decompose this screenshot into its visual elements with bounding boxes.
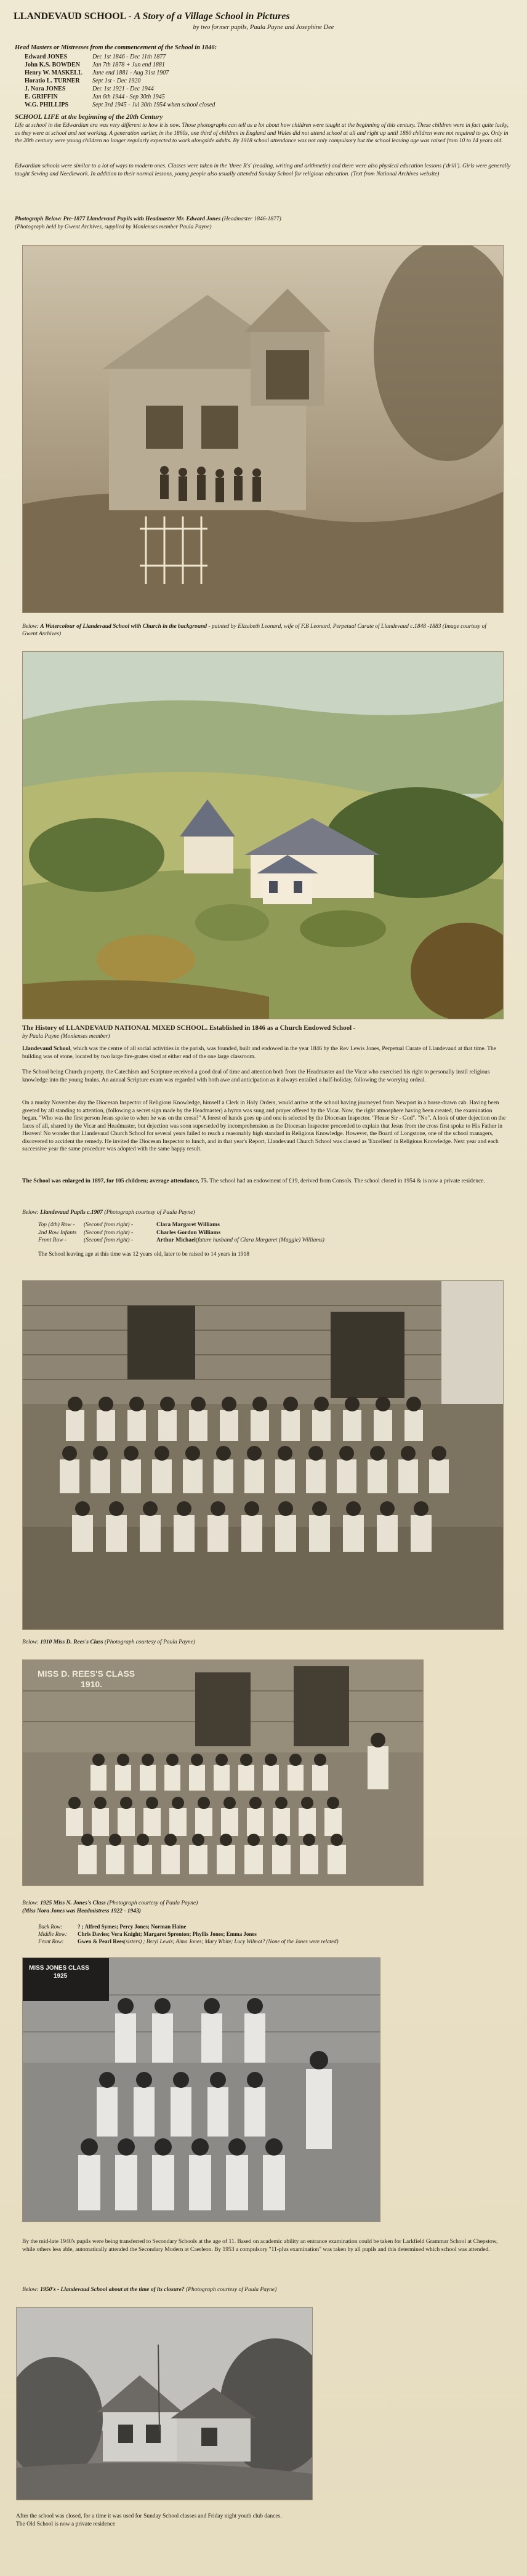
history-p4-text: The school had an endowment of £19, derived from Consols. The school closed in 1954 & is now a private residence.: [208, 1178, 485, 1184]
row-note: (future husband of Clara Margaret (Maggie) Williams): [195, 1237, 324, 1243]
headmaster-dates: Sept 1st - Dec 1920: [92, 78, 141, 84]
history-p4-bold: The School was enlarged in 1897, for 105 children; average attendance, 75.: [22, 1178, 209, 1184]
photo-class-1925: [22, 1957, 380, 2222]
board-year: 1925: [54, 1973, 68, 1980]
photo6-caption-bold: 1950's - Llandevaud School about at the time of its closure?: [40, 2287, 185, 2293]
photo4-caption: [22, 1639, 509, 1646]
headmaster-dates: Jan 6th 1944 - Sep 30th 1945: [92, 94, 165, 100]
photo5-caption-lead: Below:: [22, 1900, 41, 1906]
photo3-caption-tail: (Photograph courtesy of Paula Payne): [102, 1210, 195, 1216]
list-item: [38, 1229, 506, 1237]
list-item: [38, 1221, 506, 1229]
photo-class-1910: [22, 1659, 424, 1886]
photo-school-1950s: [16, 2307, 313, 2500]
row-name: Charles Gordon Williams: [156, 1229, 221, 1236]
history-paragraph-4: [22, 1178, 509, 1186]
history-byline: by Paula Payne (Monlenses member): [22, 1033, 110, 1040]
row-names: ? ; Alfred Symes; Percy Jones; Norman Haine: [78, 1924, 187, 1930]
board-year: 1910.: [81, 1679, 103, 1689]
headmaster-name: J. Nora JONES: [25, 86, 66, 92]
row-place: (Second from right) -: [84, 1229, 134, 1236]
photo1-caption: [15, 215, 513, 223]
school-life-paragraph-2: Edwardian schools were similar to a lot of ways to modern ones. Classes were taken in the 'three R's' (reading, writing and arithmetic) and there were also physical education lessons ('drill'). Girls were generally taught Sewing and Needlework. In addition to their normal lessons, young people also usually attended Sunday School for religious education. (Text from National Archives website): [15, 163, 511, 177]
headmaster-row: [25, 77, 215, 85]
history-paragraph-1: [22, 1045, 509, 1061]
headmaster-dates: Dec 1st 1921 - Dec 1944: [92, 86, 154, 92]
row-names: Chris Davies; Vera Knight; Margaret Sprenton; Phyllis Jones; Emma Jones: [78, 1931, 257, 1937]
row-position: Top (4th) Row -: [38, 1222, 75, 1228]
photo2-caption-lead: Below:: [22, 624, 41, 630]
headmaster-name: Henry W. MASKELL: [25, 70, 82, 76]
headmaster-name: W.G. PHILLIPS: [25, 102, 69, 108]
list-item: [38, 1938, 512, 1945]
watercolour-llandevaud-school: [22, 651, 504, 1019]
photo2-caption-bold: A Watercolour of Llandevaud School with Church in the background: [40, 624, 207, 630]
page-subtitle: by two former pupils, Paula Payne and Josephine Dee: [193, 24, 334, 31]
row-position: Front Row:: [38, 1938, 64, 1944]
list-item: [38, 1923, 512, 1930]
title-italic: A Story of a Village School in Pictures: [134, 11, 290, 22]
list-item: [38, 1237, 506, 1245]
row-position: Middle Row:: [38, 1931, 67, 1937]
photo-pupils-1907: [22, 1280, 504, 1630]
photo5-caption-bold: 1925 Miss N. Jones's Class: [40, 1900, 106, 1906]
headmaster-row: [25, 93, 215, 101]
headmaster-name: E. GRIFFIN: [25, 94, 58, 100]
photo3-caption-bold: Llandevaud Pupils c.1907: [40, 1210, 103, 1216]
history-paragraph-3: On a murky November day the Diocesan Inspector of Religious Knowledge, himself a Clerk in Holy Orders, would arrive at the school having journeyed from Newport in a horse-drawn cab. Having been greeted by all standing to attention, (following a secret sign made by the Headmaster) a hymn was sung and prayer offered by the Vicar. Now, the right atmosphere having been created, the examination began. "Who was the first person Jesus spoke to when he was on the cross?" A forest of hands goes up and one is selected by the Diocesan Inspector. "Please Sir - God". "No". A look of utter dejection on the faces of all, shared by the Vicar and Headmaster, but dejection was soon superseded by incomprehension as the Diocesan Inspector proceeded to explain that Jesus from the cross first spoke to His Father in Heaven! No wonder that Llandevaud Church School for several years failed to reach a reasonably high standard in Religious Knowledge. However, the Board of Longstone, one of the school managers, discovered to accident the remedy. He invited the Diocesan Inspector to lunch, and in that year's Report, Llandevaud Church School was classed as 'Excellent' in Religious Knowledge. Next year and each successive year the same procedure was adopted with the same happy result.: [22, 1100, 506, 1152]
photo5-pupil-list: [38, 1923, 512, 1945]
school-life-heading: SCHOOL LIFE at the beginning of the 20th Century: [15, 113, 163, 121]
page-title: [14, 11, 513, 22]
row-names: Gwen & Pearl Rees: [78, 1938, 124, 1944]
photo1-caption-line2: (Photograph held by Gwent Archives, supplied by Monlenses member Paula Payne): [15, 224, 212, 230]
row-position: Back Row:: [38, 1924, 63, 1930]
headmaster-dates: Sept 3rd 1945 - Jul 30th 1954 when school closed: [92, 102, 215, 108]
row-name: Arthur Michael: [156, 1237, 196, 1243]
photo3-leaving-age-note: The School leaving age at this time was 12 years old, later to be raised to 14 years in 1918: [38, 1251, 249, 1258]
board-text: MISS D. REES'S CLASS: [38, 1669, 135, 1679]
headmaster-name: Horatio L. TURNER: [25, 78, 80, 84]
photo5-caption: [22, 1900, 509, 1907]
row-position: 2nd Row Infants: [38, 1229, 77, 1236]
row-name: Clara Margaret Williams: [156, 1222, 220, 1228]
photo6-caption-lead: Below:: [22, 2287, 41, 2293]
headmaster-dates: June end 1881 - Aug 31st 1907: [92, 70, 169, 76]
school-life-paragraph-1: Life at school in the Edwardian era was very different to how it is now. Those photographs can tell us a lot about how children were taught at the beginning of this century. These children were in fact quite lucky, as they were at school and not working. A generation earlier, in the 1860s, one third of children in England and Wales did not attend school at all and right up until 1880 children were not required to go. Only in the 20th century were young children no longer regularly expected to work alongside adults. By 1918 school attendance was not only compulsory but the school leaving age was raised from 10 to 14 years old.: [15, 122, 509, 144]
class-board-1910: [38, 1669, 161, 1690]
headmasters-heading: Head Masters or Mistresses from the commencement of the School in 1846:: [15, 44, 217, 51]
photo2-caption-tail: - painted by Elizabeth Leonard, wife of F.B Leonard, Perpetual Curate of Llandevaud c.1848 -1883 (Image courtesy of Gwent Archives): [22, 624, 487, 637]
footer-line-2: The Old School is now a private residence: [16, 2521, 116, 2527]
board-text: MISS JONES CLASS: [29, 1965, 89, 1972]
footer-line-1: After the school was closed, for a time it was used for Sunday School classes and Friday night youth club dances.: [16, 2513, 282, 2519]
row-place: (Second from right) -: [84, 1222, 134, 1228]
photo4-caption-tail: (Photograph courtesy of Paula Payne): [103, 1639, 196, 1645]
photo1-caption-bold: Photograph Below: Pre-1877 Llandevaud Pupils with Headmaster Mr. Edward Jones: [15, 216, 221, 222]
headmaster-dates: Dec 1st 1846 - Dec 11th 1877: [92, 54, 166, 60]
history-paragraph-2: The School being Church property, the Catechism and Scripture received a good deal of time and attention both from the Headmaster and the Vicar who exercised his right to personally instil religious knowledge into the young brains. An annual Scripture exam was regarded with both awe and anticipation as it always entailed a half-holiday, following the worrying ordeal.: [22, 1069, 490, 1083]
photo3-caption: [22, 1209, 509, 1216]
photo5-caption-tail: (Photograph courtesy of Paula Payne): [105, 1900, 198, 1906]
photo5-caption-line2: (Miss Nora Jones was Headmistress 1922 - 1943): [22, 1908, 141, 1914]
photo4-caption-bold: 1910 Miss D. Rees's Class: [40, 1639, 103, 1645]
row-position: Front Row -: [38, 1237, 67, 1243]
headmaster-row: [25, 85, 215, 93]
headmaster-row: [25, 101, 215, 109]
headmaster-row: [25, 53, 215, 61]
photo1-caption-tail: (Headmaster 1846-1877): [220, 216, 281, 222]
title-main: LLANDEVAUD SCHOOL -: [14, 11, 134, 22]
photo6-caption-tail: (Photograph courtesy of Paula Payne): [184, 2287, 277, 2293]
row-note: (sisters) ; Beryl Lewis; Alma Jones; Mary White; Lucy Wilmot? (None of the Jones were related): [124, 1938, 339, 1944]
history-p1-bold: Llandevaud School: [22, 1046, 70, 1052]
list-item: [38, 1930, 512, 1938]
headmaster-name: Edward JONES: [25, 54, 68, 60]
photo2-caption: [22, 623, 502, 638]
photo6-caption: [22, 2286, 509, 2293]
headmaster-row: [25, 61, 215, 69]
history-p1-text: , which was the centre of all social activities in the parish, was founded, built and endowed in the year 1846 by the Rev Lewis Jones, Perpetual Curate of Llandevaud at that time. The building was of stone, located by two large fire-grates sited at either end of the one large classroom.: [22, 1046, 496, 1060]
headmaster-name: John K.S. BOWDEN: [25, 62, 81, 68]
secondary-transfer-paragraph: By the mid-late 1940's pupils were being transferred to Secondary Schools at the age of 11. Based on academic ability an entrance examination could be taken for Larkfield Grammar School at Chepstow, while others less able, automatically attended the Secondary Modern at Caerleon. By 1953 a compulsory "11-plus examination" was taken by all pupils and this determined which school was attended.: [22, 2239, 498, 2253]
photo3-caption-lead: Below:: [22, 1210, 41, 1216]
headmaster-row: [25, 69, 215, 77]
photo4-caption-lead: Below:: [22, 1639, 41, 1645]
class-board-1925: [29, 1964, 109, 1980]
headmasters-list: [25, 53, 215, 109]
photo-pre-1877-school: [22, 245, 504, 613]
row-place: (Second from right) -: [84, 1237, 134, 1243]
photo3-pupil-list: [38, 1221, 506, 1245]
history-heading: The History of LLANDEVAUD NATIONAL MIXED SCHOOL. Established in 1846 as a Church Endowed School -: [22, 1024, 356, 1032]
headmaster-dates: Jan 7th 1878 + Jun end 1881: [92, 62, 165, 68]
